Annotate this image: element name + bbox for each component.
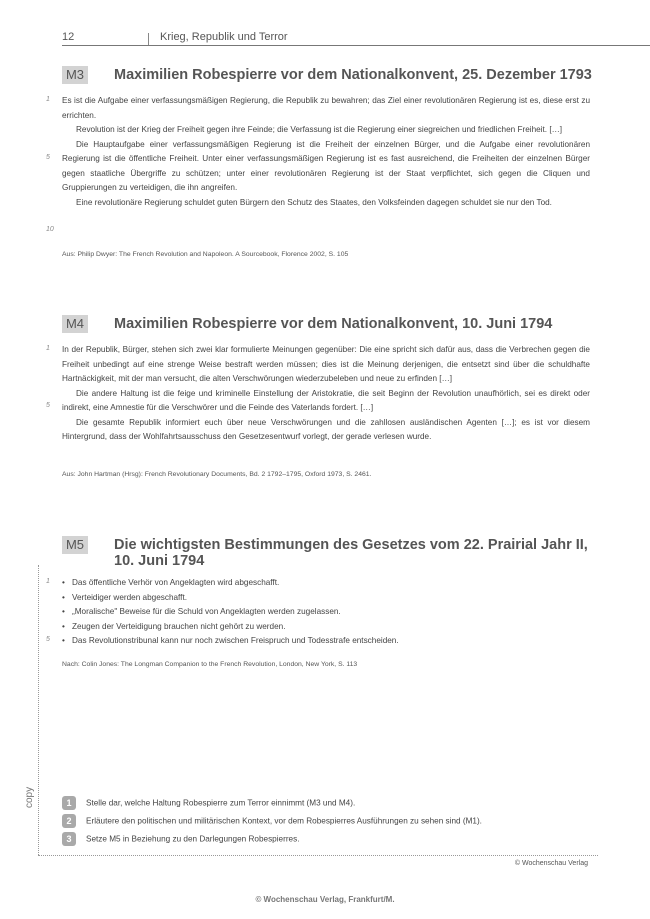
- line-number: 1: [46, 578, 50, 585]
- list-item: • Das öffentliche Verhör von Angeklagten wird abgeschafft.: [62, 576, 582, 591]
- task-item: [62, 831, 299, 846]
- line-number: 10: [46, 226, 54, 233]
- m3-paragraph: Es ist die Aufgabe einer verfassungsmäßigen Regierung, die Republik zu bewahren; das Ziel einer revolutionären Regierung ist es, diese erst zu errichten.: [62, 96, 590, 120]
- task-text: Setze M5 in Beziehung zu den Darlegungen Robespierres.: [86, 834, 300, 844]
- task-number: 2: [62, 814, 76, 828]
- header-rule: [62, 45, 650, 46]
- copy-label: copy: [24, 786, 35, 808]
- line-number: 1: [46, 96, 50, 103]
- m3-paragraph: Revolution ist der Krieg der Freiheit gegen ihre Feinde; die Verfassung ist die Regierung einer siegreichen und friedlichen Freiheit. […]: [76, 125, 563, 134]
- task-text: Stelle dar, welche Haltung Robespierre zum Terror einnimmt (M3 und M4).: [86, 798, 356, 808]
- m5-bullet-list: [62, 576, 582, 649]
- copy-margin-line: [38, 565, 39, 855]
- page-number: 12: [62, 31, 75, 43]
- task-number: 1: [62, 796, 76, 810]
- header-divider: [148, 33, 149, 45]
- m4-title: Maximilien Robespierre vor dem Nationalkonvent, 10. Juni 1794: [114, 316, 553, 332]
- m3-paragraph: Die Hauptaufgabe einer verfassungsmäßigen Regierung ist die Freiheit der einzelnen Bürger, und die Aufgabe einer revolutionären Regierung ist die öffentliche Freiheit. Unter einer verfassungsmäßigen Regierung ist es fast ausreichend, die Freiheiten der einzelnen Bürger gegen staatliche Übergriffe zu schützen; unter einer revolutionären Regierung ist der Staat verpflichtet, sich gegen die Cliquen und Gruppierungen zu verteidigen, die ihn angreifen.: [62, 139, 590, 192]
- m5-title: Die wichtigsten Bestimmungen des Gesetzes vom 22. Prairial Jahr II, 10. Juni 1794: [114, 537, 588, 569]
- task-item: [62, 795, 355, 810]
- list-item: • Zeugen der Verteidigung brauchen nicht gehört zu werden.: [62, 620, 582, 635]
- line-number: 5: [46, 636, 50, 643]
- publisher-credit: © Wochenschau Verlag: [514, 860, 588, 867]
- m3-paragraph: Eine revolutionäre Regierung schuldet guten Bürgern den Schutz des Staates, den Volksfeinden dagegen schuldet sie nur den Tod.: [76, 197, 552, 207]
- m5-badge: M5: [62, 536, 88, 554]
- list-item: • „Moralische" Beweise für die Schuld von Angeklagten werden zugelassen.: [62, 605, 582, 620]
- m3-badge: M3: [62, 66, 88, 84]
- m4-paragraph: Die andere Haltung ist die feige und kriminelle Einstellung der Aristokratie, die seit Beginn der Revolution unaufhörlich, sei es direkt oder indirekt, eine Amnestie für die Verschwörer und die Feinde des Vaterlands fordert. […]: [62, 388, 590, 412]
- footer-credit: © Wochenschau Verlag, Frankfurt/M.: [255, 895, 395, 904]
- copy-bottom-line: [38, 855, 598, 856]
- m4-paragraph: In der Republik, Bürger, stehen sich zwei klar formulierte Meinungen gegenüber: Die eine spricht sich dafür aus, dass die Verbrechen gegen die Freiheit unbedingt auf eine strenge Weise bestraft werden müssen; dies ist die Meinung derjenigen, die entsetzt sind über die schuldhafte Hartnäckigkeit, mit der man versucht, die alten Verschwörungen wiederzubeleben und neue zu erfinden […]: [62, 345, 590, 383]
- m3-source: Aus: Philip Dwyer: The French Revolution and Napoleon. A Sourcebook, Florence 2002, S. 105: [62, 251, 349, 258]
- task-number: 3: [62, 832, 76, 846]
- m4-paragraph: Die gesamte Republik informiert euch über neue Verschwörungen und die zahllosen ausländischen Agenten […]; es ist vor diesem Hintergrund, dass der Wohlfahrtsausschuss den Gesetzesentwurf vorlegt, der gerade verlesen wurde.: [62, 417, 590, 441]
- list-item: • Verteidiger werden abgeschafft.: [62, 591, 582, 606]
- m4-badge: M4: [62, 315, 88, 333]
- task-item: [62, 813, 482, 828]
- list-item: • Das Revolutionstribunal kann nur noch zwischen Freispruch und Todesstrafe entscheiden.: [62, 634, 582, 649]
- line-number: 5: [46, 402, 50, 409]
- task-text: Erläutere den politischen und militärischen Kontext, vor dem Robespierres Ausführungen zu sehen sind (M1).: [86, 816, 482, 826]
- m5-source: Nach: Colin Jones: The Longman Companion to the French Revolution, London, New York, S. 113: [62, 661, 358, 668]
- m3-text: [62, 94, 590, 210]
- m4-source: Aus: John Hartman (Hrsg): French Revolutionary Documents, Bd. 2 1792–1795, Oxford 1973, S. 2461.: [62, 471, 372, 478]
- m4-text: [62, 343, 590, 445]
- m3-title: Maximilien Robespierre vor dem Nationalkonvent, 25. Dezember 1793: [114, 67, 592, 83]
- chapter-title: Krieg, Republik und Terror: [160, 31, 288, 43]
- line-number: 1: [46, 345, 50, 352]
- line-number: 5: [46, 154, 50, 161]
